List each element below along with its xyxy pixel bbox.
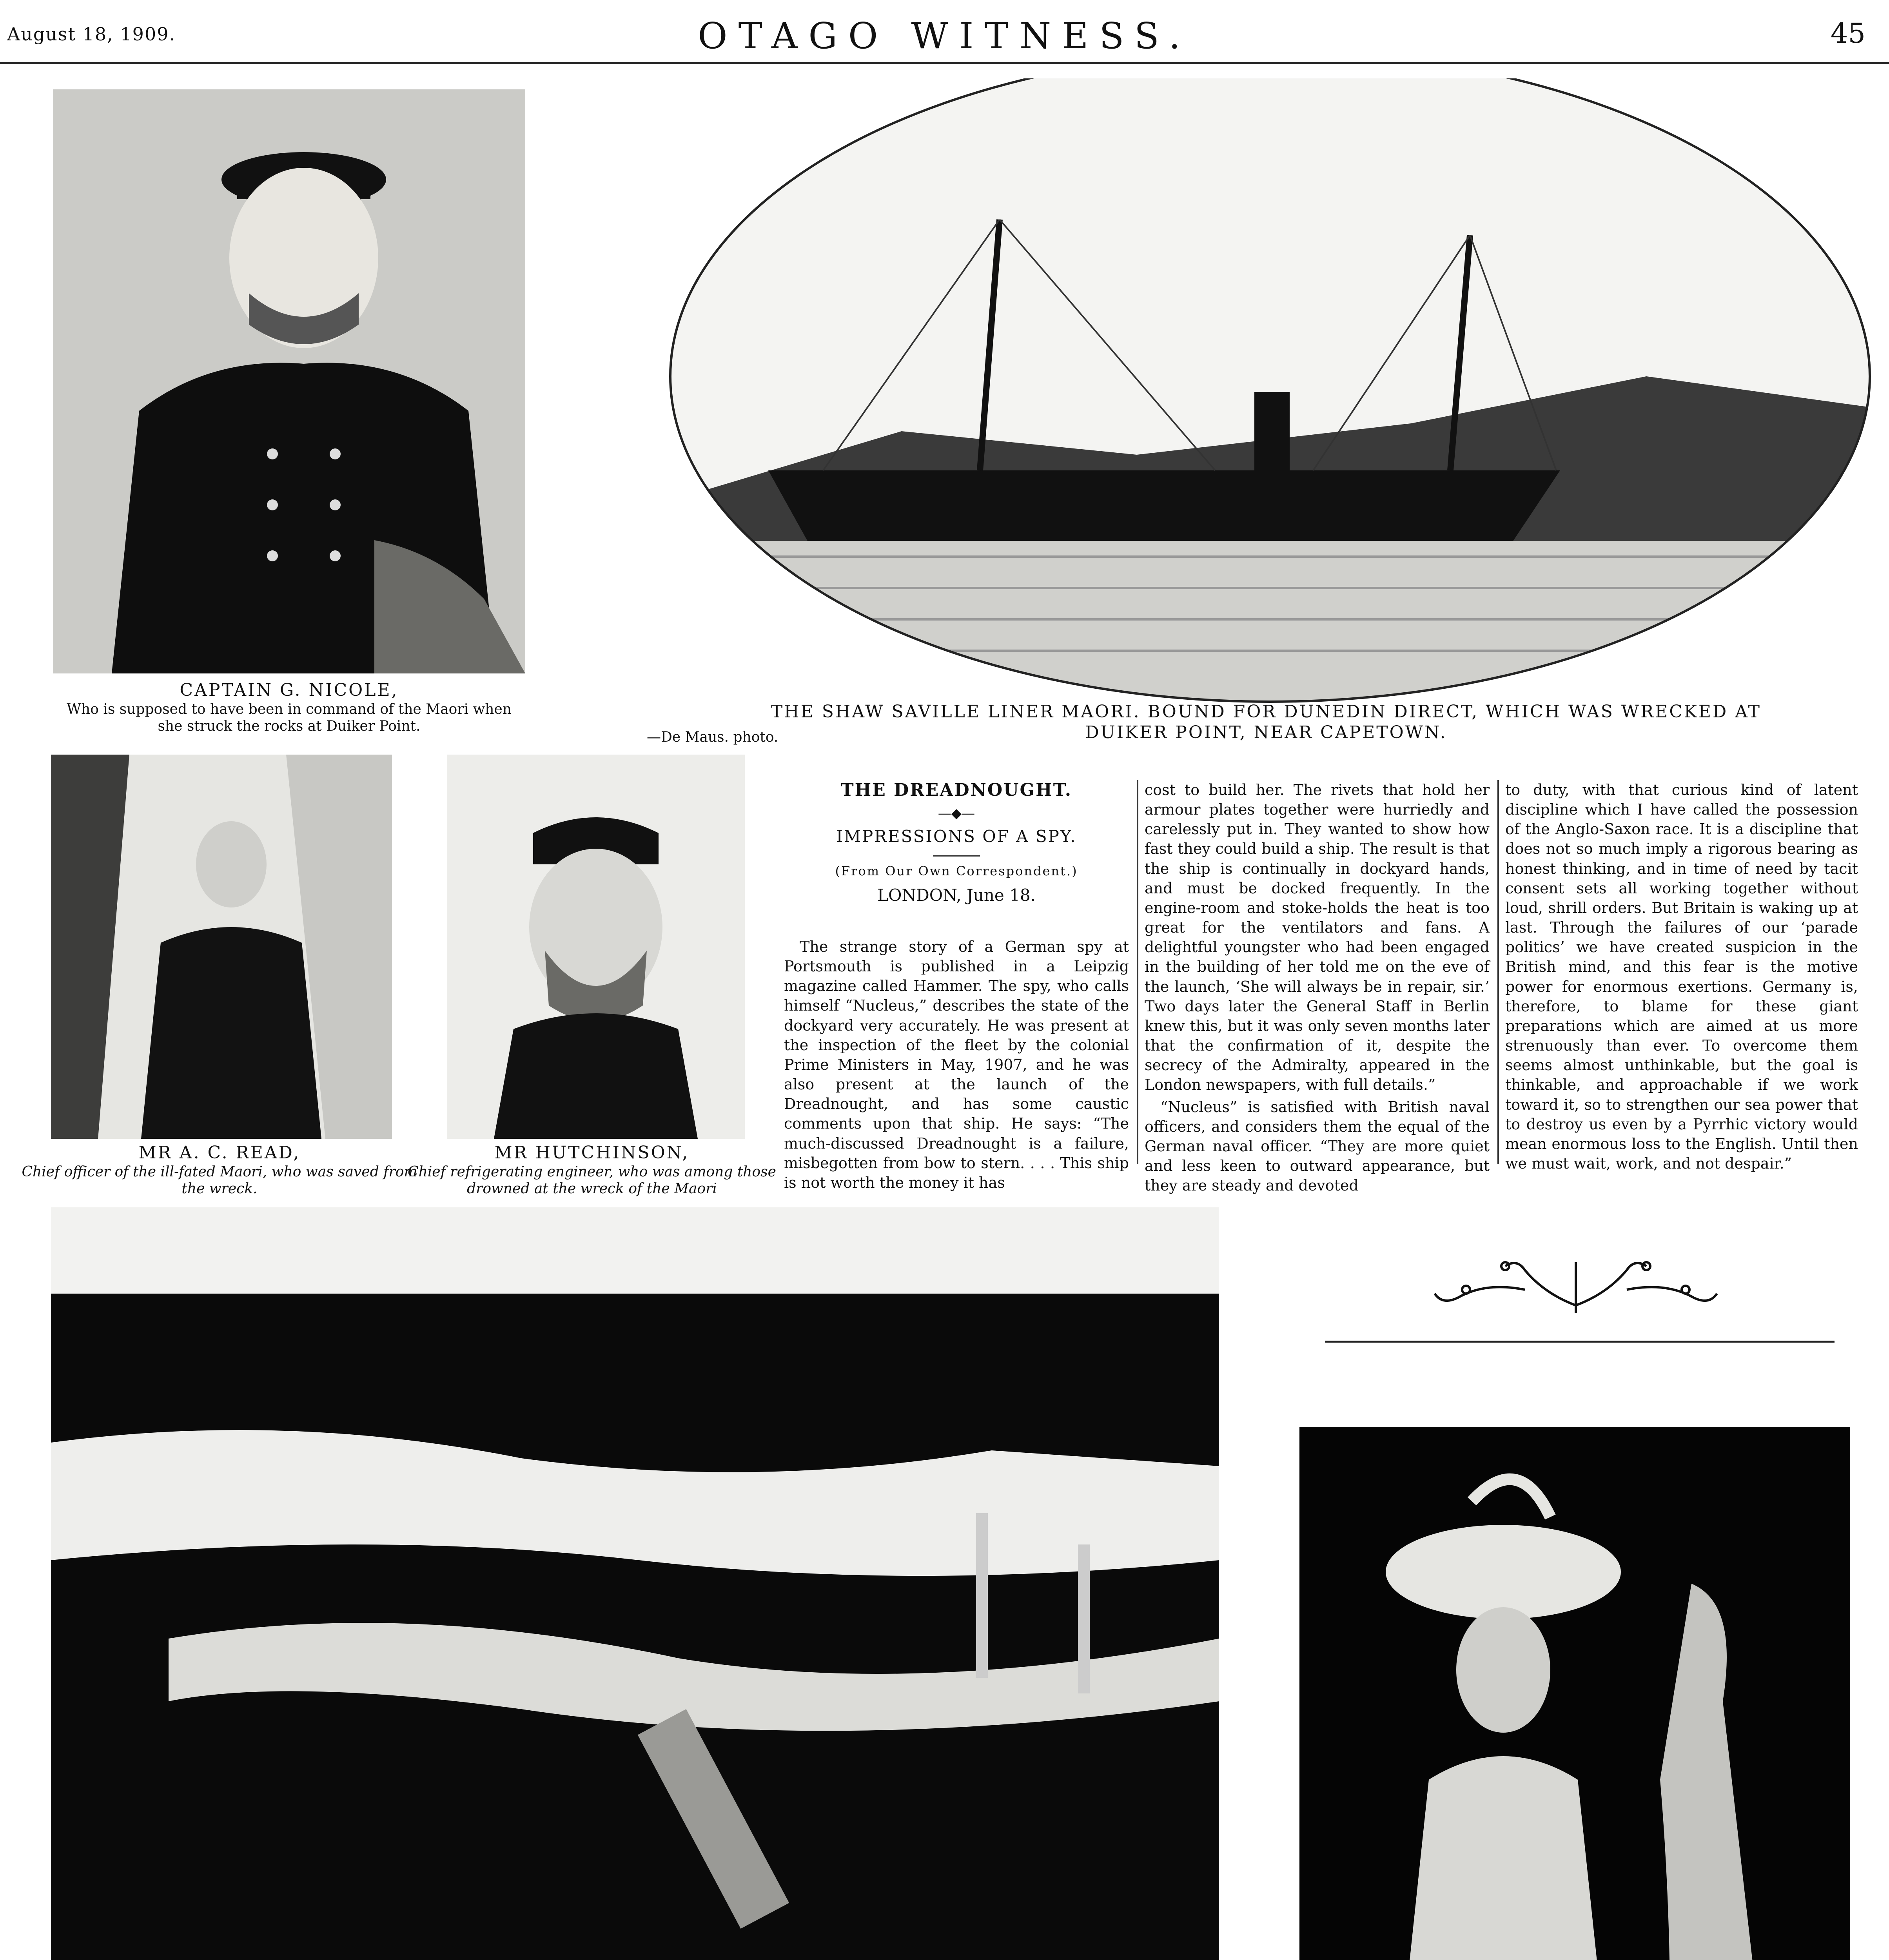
caption-subtitle: Chief officer of the ill-fated Maori, who was saved from the wreck.	[22, 1163, 417, 1197]
column-divider	[1137, 780, 1138, 1164]
article-byline: (From Our Own Correspondent.)	[835, 864, 1078, 878]
page-number: 45	[1830, 17, 1865, 49]
caption-subtitle: Chief refrigerating engineer, who was among those drowned at the wreck of the Maori	[408, 1163, 776, 1197]
article-paragraph: “Nucleus” is satisfied with British naval officers, and considers them the equal of the German naval officer. “They are more quiet and less keen to outward appearance, but they are steady and devoted	[1145, 1098, 1490, 1194]
caption-title: MR HUTCHINSON,	[494, 1143, 690, 1163]
short-rule	[933, 855, 980, 857]
article-dateline: LONDON, June 18.	[877, 886, 1036, 905]
caption-title: CAPTAIN G. NICOLE,	[180, 680, 399, 700]
maori-ship-caption	[768, 702, 1764, 743]
article-paragraph: cost to build her. The rivets that hold her armour plates together were hurriedly and carelessly put in. They wanted to show how fast they could build a ship. The result is that the ship is continually in dockyard hands, and must be docked frequently. In the engine-room and stoke-holds the heat is too great for the ventilators and fans. A delightful youngster who had been engaged in the building of her told me on the eve of the launch, ‘She will always be in repair, sir.’ Two days later the General Staff in Berlin knew this, but it was only seven months later that the confirmation of it, despite the secrecy of the Admiralty, appeared in the London newspapers, with full details.”	[1145, 781, 1490, 1094]
article-heading: THE DREADNOUGHT.	[840, 780, 1072, 800]
masthead-rule	[0, 62, 1889, 64]
caption-subtitle: Who is supposed to have been in command of the Maori when she struck the rocks at Duiker Point.	[67, 701, 512, 734]
mr-read-caption	[16, 1143, 423, 1197]
mr-hutchinson-photo	[447, 755, 745, 1139]
olive-turton-photo	[1299, 1427, 1850, 1960]
article-paragraph: The strange story of a German spy at Portsmouth is published in a Leipzig magazine called Hammer. The spy, who calls himself “Nucleus,” describes the state of the dockyard very accurately. He was present at the inspection of the fleet by the colonial Prime Ministers in May, 1907, and he was also present at the launch of the Dreadnought, and has some caustic comments upon that ship. He says: “The much-discussed Dreadnought is a failure, misbegotten from bow to stern. . . . This ship is not worth the money it has	[784, 938, 1129, 1191]
floral-ornament	[1427, 1247, 1725, 1325]
article-column-3	[1505, 780, 1858, 1176]
caption-title: MR A. C. READ,	[138, 1143, 301, 1163]
ornament-rule	[1325, 1341, 1835, 1343]
captain-nicole-caption	[53, 680, 525, 735]
ornament-divider: —◆—	[938, 806, 975, 821]
captain-nicole-photo	[53, 89, 525, 673]
caption-title: THE SHAW SAVILLE LINER MAORI. BOUND FOR DUNEDIN DIRECT, WHICH WAS WRECKED AT DUIKER POINT, NEAR CAPETOWN.	[771, 702, 1762, 742]
column-divider	[1497, 780, 1499, 1164]
article-column-1	[784, 937, 1129, 1195]
article-column-2	[1145, 780, 1490, 1198]
maori-ship-photo	[666, 78, 1874, 713]
maori-ship-credit: —De Maus. photo.	[647, 729, 778, 745]
article-subheading: IMPRESSIONS OF A SPY.	[836, 827, 1077, 846]
mr-hutchinson-caption	[404, 1143, 780, 1197]
mr-read-photo	[51, 755, 392, 1139]
article-paragraph: to duty, with that curious kind of latent discipline which I have called the possession of the Anglo-Saxon race. It is a discipline that does not so much imply a rigorous bearing as honest thinking, and in time of need by tacit consent sets all working together without loud, shrill orders. But Britain is waking up at last. Through the failures of our ‘parade politics’ we have created suspicion in the British mind, and this fear is the motive power for enormous exertions. Germany is, therefore, to blame for these giant preparations which are aimed at us more strenuously than ever. To overcome them seems almost unthinkable, but the goal is thinkable, and approachable if we work toward it, so to strengthen our sea power that to destroy us even by a Pyrrhic victory would mean enormous loss to the English. Until then we must wait, work, and not despair.”	[1505, 781, 1858, 1172]
masthead-title: OTAGO WITNESS.	[698, 15, 1191, 57]
masthead-date: August 18, 1909.	[7, 24, 176, 45]
flooded-fields-photo	[51, 1207, 1219, 1960]
article-header	[784, 780, 1129, 905]
